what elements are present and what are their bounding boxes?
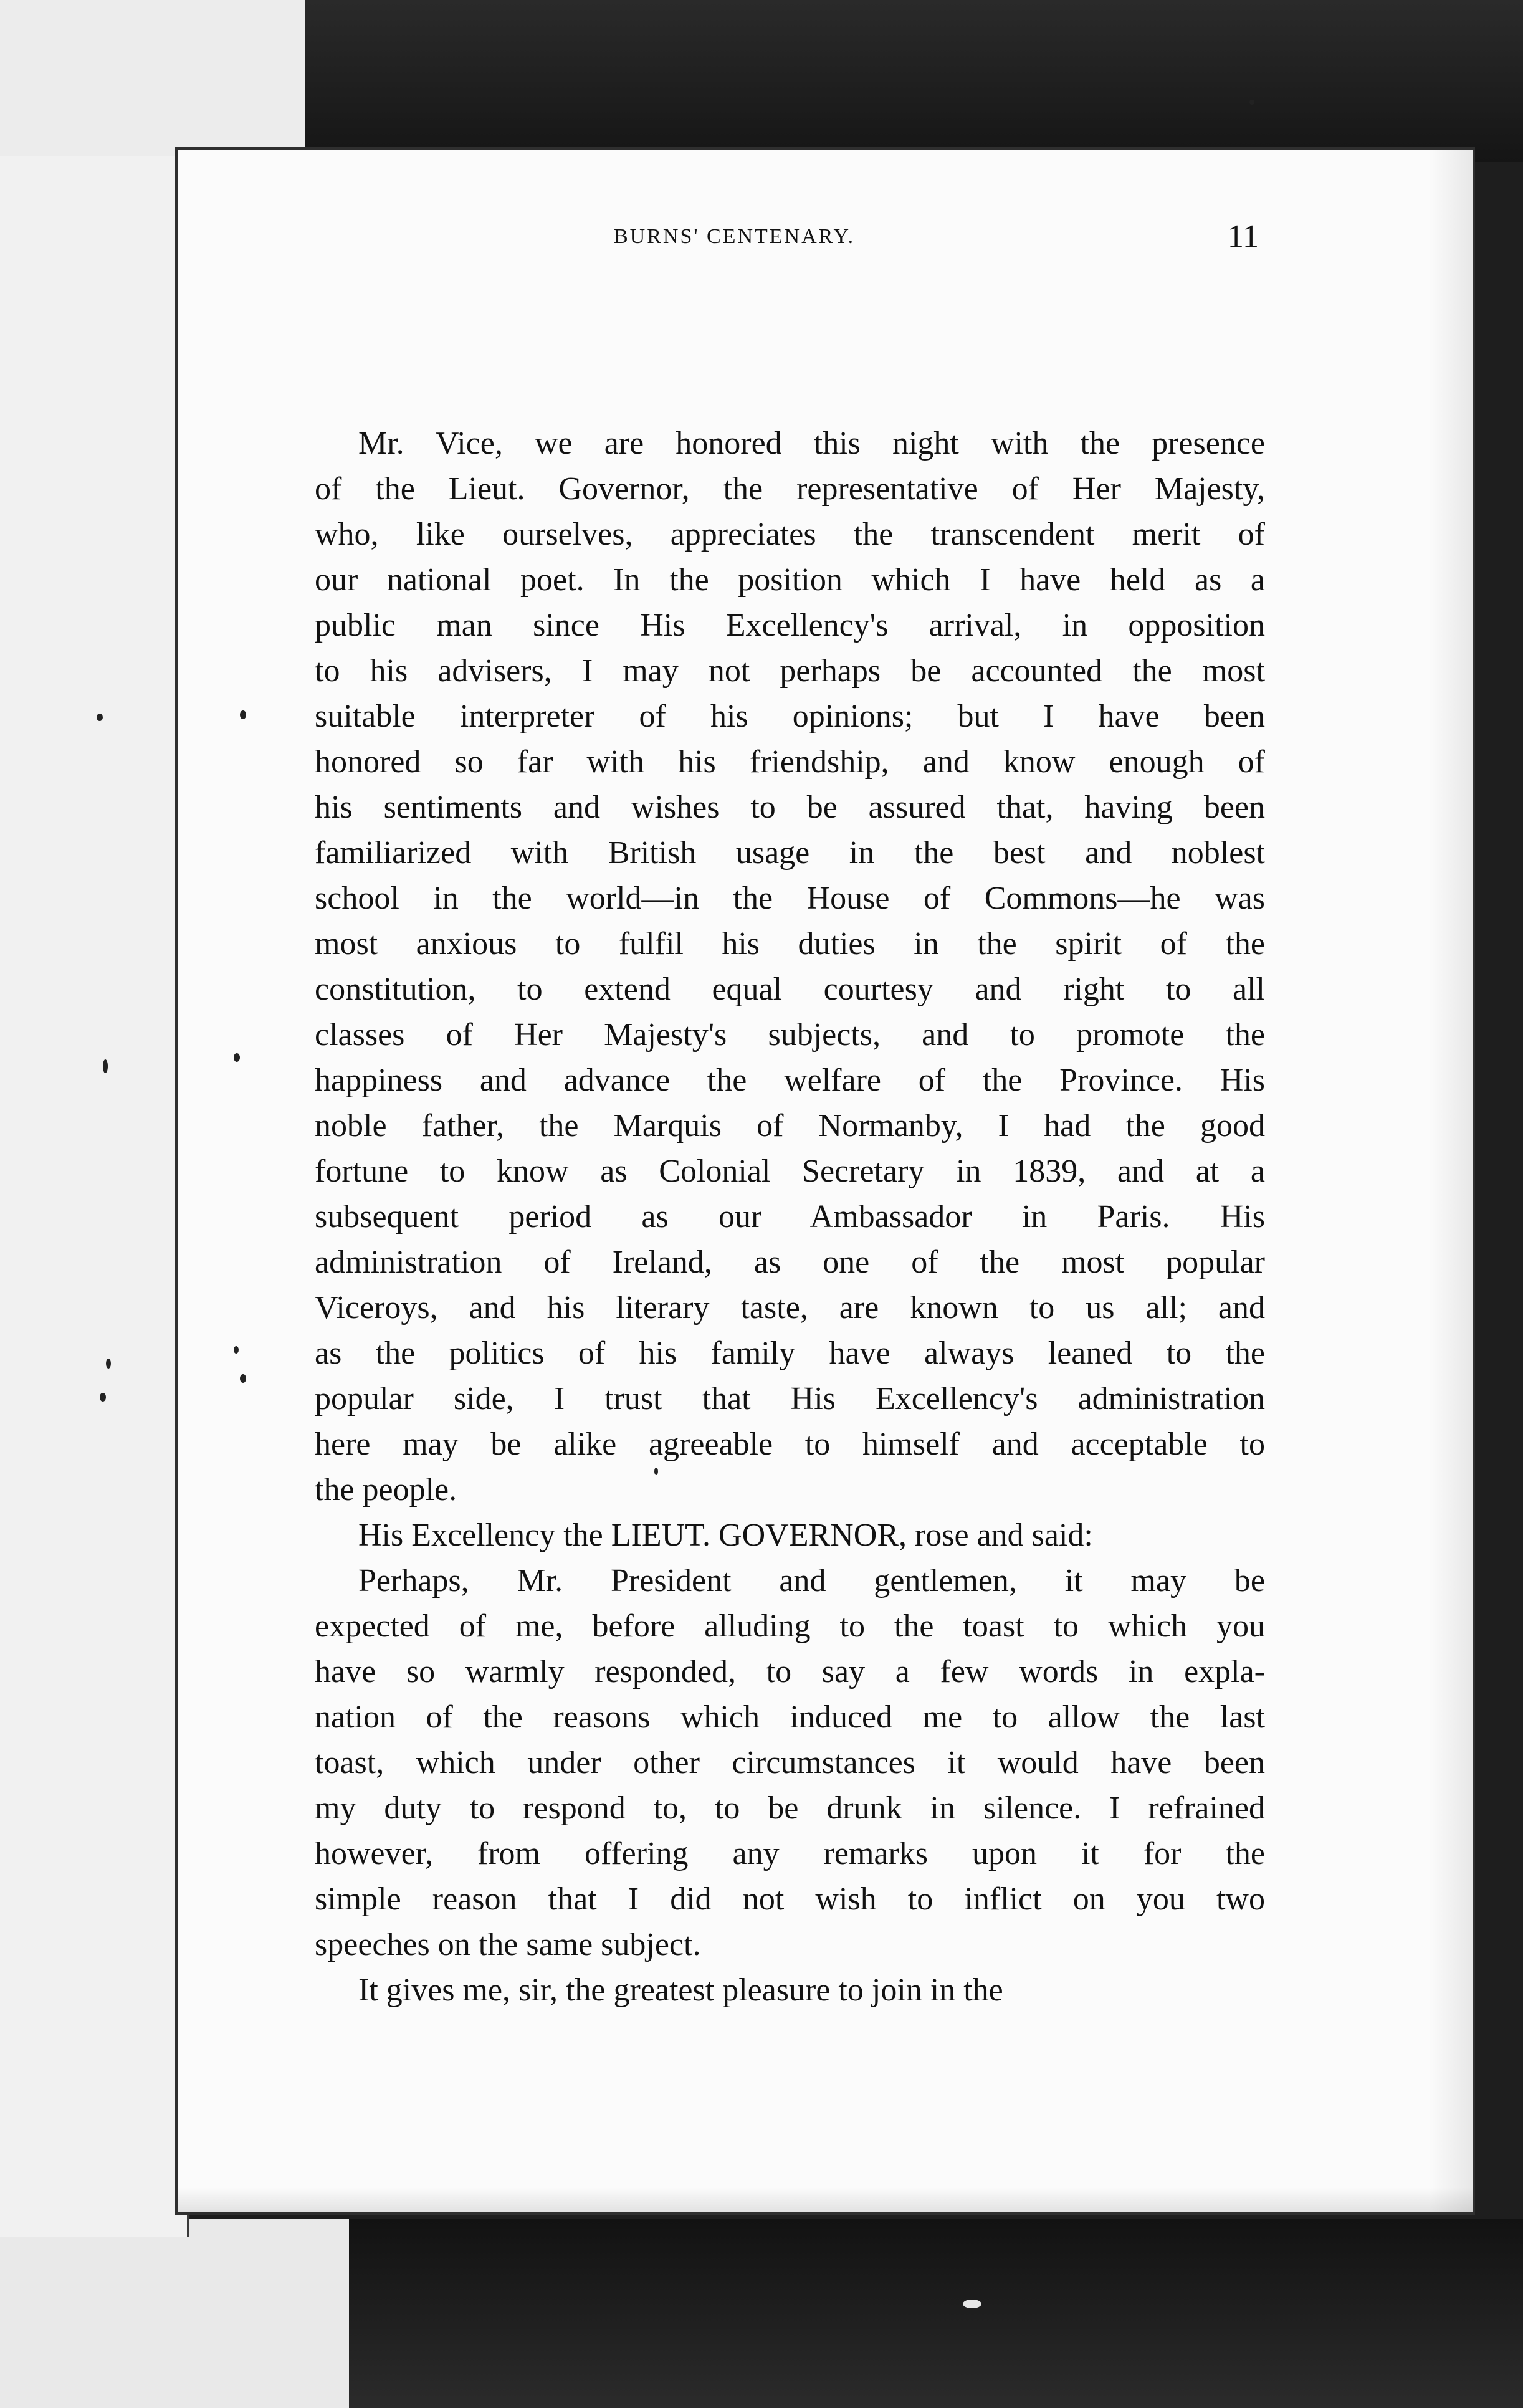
- text-line: fortune to know as Colonial Secretary in 1839, and at a: [315, 1154, 1265, 1189]
- text-line: Viceroys, and his literary taste, are known to us all; and: [315, 1290, 1265, 1326]
- text-line: speeches on the same subject.: [315, 1927, 701, 1962]
- text-line: suitable interpreter of his opinions; but I have been: [315, 699, 1265, 734]
- text-line: to his advisers, I may not perhaps be accounted the most: [315, 653, 1265, 689]
- text-line: expected of me, before alluding to the toast to which you: [315, 1608, 1265, 1644]
- ink-speck: [100, 1393, 106, 1402]
- paragraph: [315, 1512, 1265, 1558]
- text-line: our national poet. In the position which I have held as a: [315, 562, 1265, 598]
- text-line: most anxious to fulfil his duties in the spirit of the: [315, 926, 1265, 962]
- page-number: 11: [1227, 219, 1259, 254]
- text-line: my duty to respond to, to be drunk in silence. I refrained: [315, 1790, 1265, 1826]
- text-line: classes of Her Majesty's subjects, and to promote the: [315, 1017, 1265, 1053]
- text-line: popular side, I trust that His Excellency's administration: [315, 1381, 1265, 1417]
- ink-speck: [106, 1359, 111, 1369]
- ink-speck: [234, 1053, 240, 1062]
- paragraph: [315, 421, 1265, 1512]
- running-head: [427, 209, 1259, 265]
- facing-page: [0, 156, 189, 2237]
- text-line: as the politics of his family have always leaned to the: [315, 1335, 1265, 1371]
- text-line: constitution, to extend equal courtesy and right to all: [315, 972, 1265, 1007]
- text-line: school in the world—in the House of Commons—he was: [315, 881, 1265, 916]
- text-line: nation of the reasons which induced me to allow the last: [315, 1699, 1265, 1735]
- text-line: Perhaps, Mr. President and gentlemen, it may be: [358, 1563, 1265, 1598]
- text-line: have so warmly responded, to say a few words in expla-: [315, 1654, 1265, 1689]
- text-line: happiness and advance the welfare of the Province. His: [315, 1063, 1265, 1098]
- text-line: It gives me, sir, the greatest pleasure to join in the: [358, 1972, 1003, 2008]
- text-line: Mr. Vice, we are honored this night with the presence: [358, 426, 1265, 461]
- ink-speck: [103, 1059, 108, 1073]
- page-edge-shading: [1429, 150, 1473, 2212]
- paragraph: [315, 1558, 1265, 1967]
- text-line: subsequent period as our Ambassador in Paris. His: [315, 1199, 1265, 1235]
- text-line: the people.: [315, 1472, 457, 1507]
- ink-speck: [1249, 100, 1254, 105]
- ink-speck: [240, 1374, 246, 1383]
- ink-speck: [97, 714, 103, 721]
- paragraph: [315, 1967, 1265, 2013]
- page-bottom-shading: [178, 2187, 1473, 2212]
- text-line: of the Lieut. Governor, the representative of Her Majesty,: [315, 471, 1265, 507]
- text-line: here may be alike agreeable to himself and acceptable to: [315, 1426, 1265, 1462]
- text-line: His Excellency the LIEUT. GOVERNOR, rose and said:: [358, 1517, 1093, 1553]
- text-line: public man since His Excellency's arrival, in opposition: [315, 608, 1265, 643]
- ink-speck: [240, 710, 246, 719]
- text-line: however, from offering any remarks upon it for the: [315, 1836, 1265, 1871]
- text-line: toast, which under other circumstances it would have been: [315, 1745, 1265, 1780]
- text-line: noble father, the Marquis of Normanby, I had the good: [315, 1108, 1265, 1144]
- ink-speck: [654, 1468, 658, 1475]
- text-line: familiarized with British usage in the best and noblest: [315, 835, 1265, 871]
- text-line: who, like ourselves, appreciates the transcendent merit of: [315, 517, 1265, 552]
- page-text: [315, 421, 1265, 2013]
- text-line: administration of Ireland, as one of the most popular: [315, 1245, 1265, 1280]
- facing-page-bottom-fragment: [0, 2219, 349, 2408]
- text-line: honored so far with his friendship, and know enough of: [315, 744, 1265, 780]
- running-head-title: BURNS' CENTENARY.: [614, 225, 856, 248]
- text-line: simple reason that I did not wish to inflict on you two: [315, 1881, 1265, 1917]
- text-line: his sentiments and wishes to be assured that, having been: [315, 790, 1265, 825]
- ink-speck: [234, 1346, 239, 1354]
- facing-page-top-fragment: [0, 0, 305, 162]
- ink-speck: [963, 2300, 981, 2308]
